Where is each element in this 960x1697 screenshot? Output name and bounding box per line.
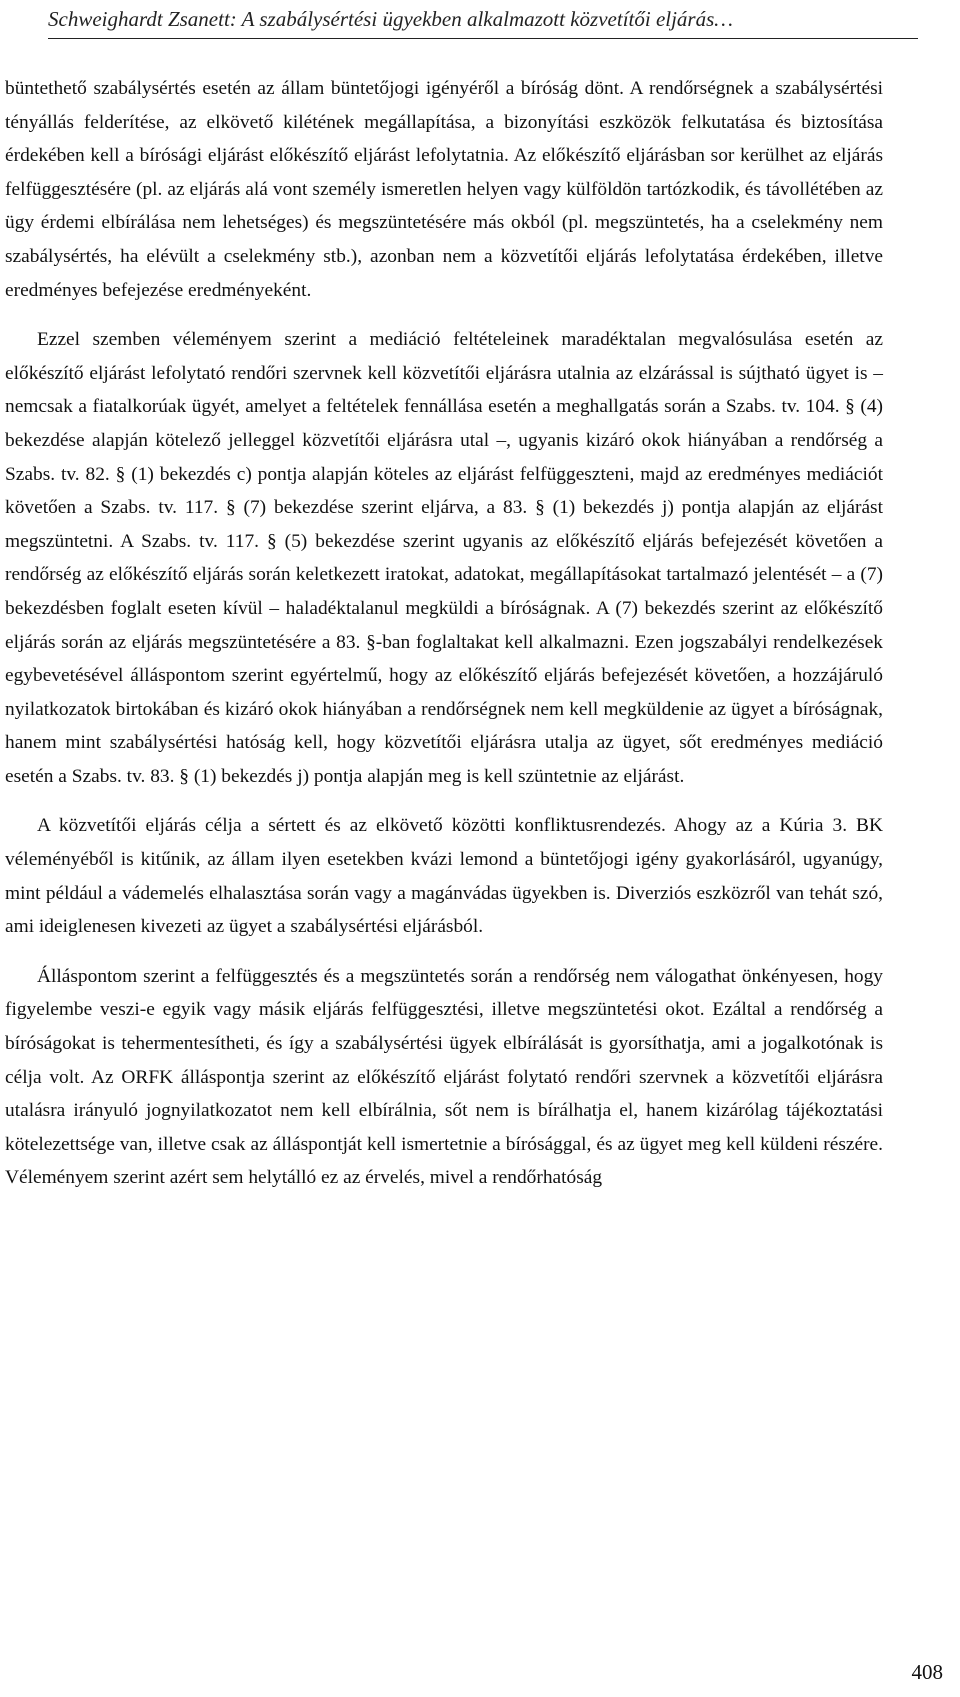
running-header: Schweighardt Zsanett: A szabálysértési ügyekben alkalmazott közvetítői eljárás… (48, 7, 733, 31)
paragraph-1: büntethető szabálysértés esetén az állam büntetőjogi igényéről a bíróság dönt. A rendőrségnek a szabálysértési tényállás felderítése, az elkövető kilétének megállapítása, a bizonyítási eszközök felkutatása és biztosítása érdekében kell a bírósági eljárást előkészítő eljárást lefolytatnia. Az előkészítő eljárásban sor kerülhet az eljárás felfüggesztésére (pl. az eljárás alá vont személy ismeretlen helyen vagy külföldön tartózkodik, és távollétében az ügy érdemi elbírálása nem lehetséges) és megszüntetésére más okból (pl. megszüntetés, ha a cselekmény nem szabálysértés, ha elévült a cselekmény stb.), azonban nem a közvetítői eljárás lefolytatása érdekében, illetve eredményes befejezése eredményeként. (5, 78, 883, 301)
paragraph-4: Álláspontom szerint a felfüggesztés és a megszüntetés során a rendőrség nem válogathat önkényesen, hogy figyelembe veszi-e egyik vagy másik eljárás felfüggesztési, illetve megszüntetési okot. Ezáltal a rendőrség a bíróságokat is tehermentesítheti, és így a szabálysértési ügyek elbírálását is gyorsíthatja, ami a jogalkotónak is célja volt. Az ORFK álláspontja szerint az előkészítő eljárást folytató rendőri szervnek a közvetítői eljárásra utalásra irányuló jognyilatkozatot nem kell elbírálnia, sőt nem is bírálhatja el, hanem kizárólag tájékoztatási kötelezettsége van, illetve csak az álláspontját kell ismertetnie a bírósággal, és az ügyet meg kell küldeni részére. Véleményem szerint azért sem helytálló ez az érvelés, mivel a rendőrhatóság (5, 965, 883, 1189)
paragraph-3: A közvetítői eljárás célja a sértett és az elkövető közötti konfliktusrendezés. Ahogy az a Kúria 3. BK véleményéből is kitűnik, az állam ilyen esetekben kvázi lemond a büntetőjogi igény gyakorlásáról, ugyanúgy, mint például a vádemelés elhalasztása során vagy a magánvádas ügyekben is. Diverziós eszközről van tehát szó, ami ideiglenesen kivezeti az ügyet a szabálysértési eljárásból. (5, 815, 883, 938)
page-number: 408 (911, 1660, 943, 1684)
body-text (5, 72, 883, 1195)
header-divider (48, 38, 918, 39)
paragraph-2: Ezzel szemben véleményem szerint a mediáció feltételeinek maradéktalan megvalósulása esetén az előkészítő eljárást lefolytató rendőri szervnek kell közvetítői eljárásra utalnia az elzárással is sújtható ügyet is – nemcsak a fiatalkorúak ügyét, amelyet a feltételek fennállása esetén a meghallgatás során a Szabs. tv. 104. § (4) bekezdése alapján kötelező jelleggel közvetítői eljárásra utal –, ugyanis kizáró okok hiányában a rendőrség a Szabs. tv. 82. § (1) bekezdés c) pontja alapján köteles az eljárást felfüggeszteni, majd az eredményes mediációt követően a Szabs. tv. 117. § (7) bekezdése szerint eljárva, a 83. § (1) bekezdés j) pontja alapján az eljárást megszüntetni. A Szabs. tv. 117. § (5) bekezdése szerint ugyanis az előkészítő eljárás befejezését követően a rendőrség az előkészítő eljárás során keletkezett iratokat, adatokat, megállapításokat tartalmazó jelentését – a (7) bekezdésben foglalt eseten kívül – haladéktalanul megküldi a bíróságnak. A (7) bekezdés szerint az előkészítő eljárás során az eljárás megszüntetésére a 83. §-ban foglaltakat kell alkalmazni. Ezen jogszabályi rendelkezések egybevetésével álláspontom szerint egyértelmű, hogy az előkészítő eljárás befejezését követően, a hozzájáruló nyilatkozatok birtokában és kizáró okok hiányában a rendőrségnek nem kell megküldenie az ügyet a bíróságnak, hanem mint szabálysértési hatóság kell, hogy közvetítői eljárásra utalja az ügyet, sőt eredményes mediáció esetén a Szabs. tv. 83. § (1) bekezdés j) pontja alapján meg is kell szüntetnie az eljárást. (5, 329, 883, 787)
